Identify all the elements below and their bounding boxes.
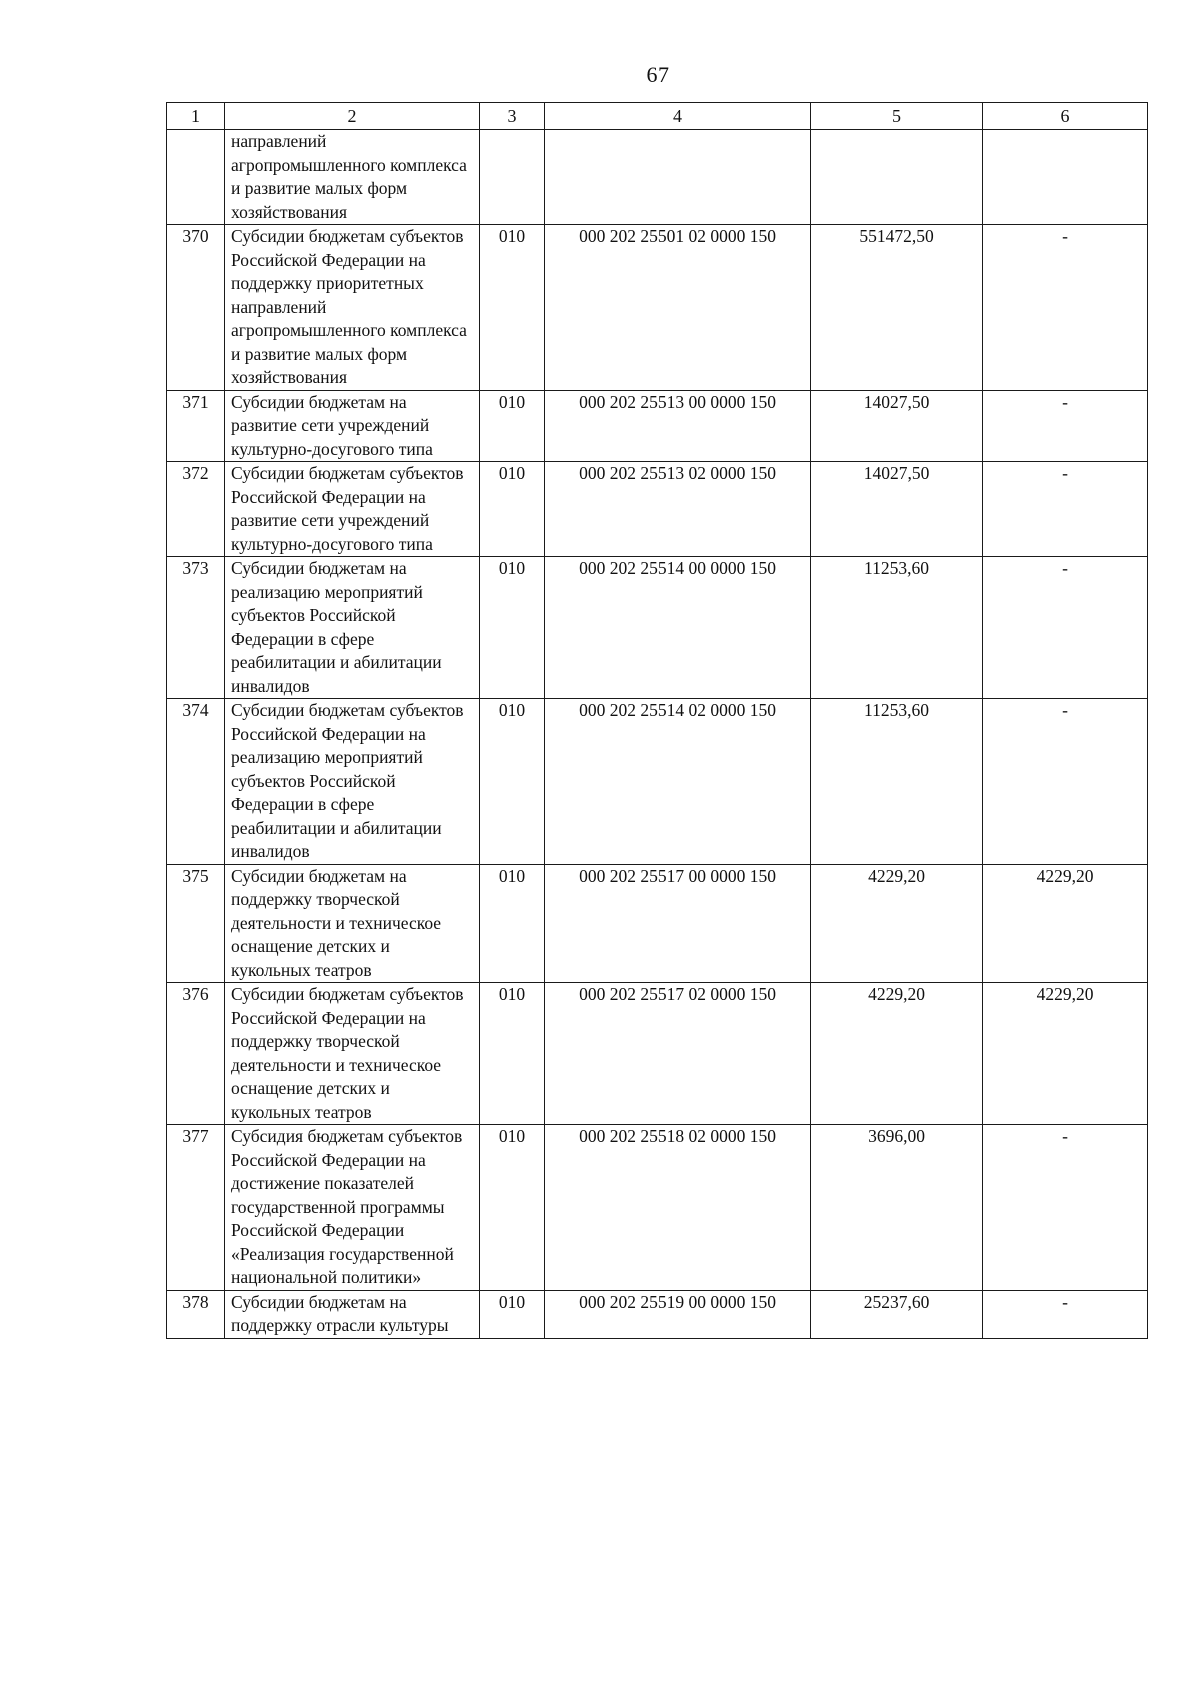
table-row: [167, 1290, 1148, 1338]
row-name-cell: Субсидии бюджетам на развитие сети учреждений культурно-досугового типа: [225, 390, 480, 462]
row-value5-cell: 551472,50: [811, 225, 983, 391]
row-name-cell: Субсидии бюджетам на поддержку творческой деятельности и техническое оснащение детских и кукольных театров: [225, 864, 480, 983]
row-value5-cell: [811, 130, 983, 225]
row-code-cell: 010: [480, 699, 545, 865]
row-value6-cell: -: [983, 390, 1148, 462]
row-value5-cell: 4229,20: [811, 983, 983, 1125]
header-col-3: 3: [480, 103, 545, 130]
row-number-cell: 370: [167, 225, 225, 391]
row-kbk-cell: 000 202 25513 02 0000 150: [545, 462, 811, 557]
table-row: [167, 699, 1148, 865]
table-row: [167, 557, 1148, 699]
row-value6-cell: [983, 130, 1148, 225]
row-name-cell: Субсидии бюджетам на поддержку отрасли культуры: [225, 1290, 480, 1338]
row-value5-cell: 14027,50: [811, 390, 983, 462]
row-name-cell: Субсидия бюджетам субъектов Российской Федерации на достижение показателей государственной программы Российской Федерации «Реализация государственной национальной политики»: [225, 1125, 480, 1291]
table-row: [167, 864, 1148, 983]
page-number: 67: [646, 62, 670, 87]
row-value5-cell: 3696,00: [811, 1125, 983, 1291]
header-col-5: 5: [811, 103, 983, 130]
budget-table: [166, 102, 1148, 1339]
row-name-cell: Субсидии бюджетам на реализацию мероприятий субъектов Российской Федерации в сфере реабилитации и абилитации инвалидов: [225, 557, 480, 699]
row-code-cell: 010: [480, 462, 545, 557]
row-value5-cell: 11253,60: [811, 557, 983, 699]
row-value6-cell: 4229,20: [983, 864, 1148, 983]
header-col-6: 6: [983, 103, 1148, 130]
row-value6-cell: -: [983, 225, 1148, 391]
row-value6-cell: 4229,20: [983, 983, 1148, 1125]
header-col-2: 2: [225, 103, 480, 130]
row-kbk-cell: 000 202 25514 00 0000 150: [545, 557, 811, 699]
row-number-cell: 374: [167, 699, 225, 865]
header-col-1: 1: [167, 103, 225, 130]
table-row: [167, 1125, 1148, 1291]
table-row: [167, 983, 1148, 1125]
row-number-cell: 376: [167, 983, 225, 1125]
row-name-cell: Субсидии бюджетам субъектов Российской Федерации на развитие сети учреждений культурно-досугового типа: [225, 462, 480, 557]
table-row: [167, 462, 1148, 557]
row-code-cell: 010: [480, 983, 545, 1125]
table-row: [167, 225, 1148, 391]
row-code-cell: 010: [480, 864, 545, 983]
row-value6-cell: -: [983, 462, 1148, 557]
row-code-cell: 010: [480, 225, 545, 391]
row-number-cell: 371: [167, 390, 225, 462]
row-value5-cell: 14027,50: [811, 462, 983, 557]
table-header-row: [167, 103, 1148, 130]
row-value5-cell: 4229,20: [811, 864, 983, 983]
row-number-cell: 378: [167, 1290, 225, 1338]
row-name-cell: Субсидии бюджетам субъектов Российской Федерации на поддержку творческой деятельности и техническое оснащение детских и кукольных театров: [225, 983, 480, 1125]
table-row: [167, 130, 1148, 225]
row-kbk-cell: 000 202 25501 02 0000 150: [545, 225, 811, 391]
row-value6-cell: -: [983, 557, 1148, 699]
row-kbk-cell: 000 202 25519 00 0000 150: [545, 1290, 811, 1338]
row-code-cell: 010: [480, 1125, 545, 1291]
row-number-cell: 373: [167, 557, 225, 699]
row-name-cell: Субсидии бюджетам субъектов Российской Федерации на реализацию мероприятий субъектов Российской Федерации в сфере реабилитации и абилитации инвалидов: [225, 699, 480, 865]
row-value5-cell: 11253,60: [811, 699, 983, 865]
row-name-cell: направлений агропромышленного комплекса и развитие малых форм хозяйствования: [225, 130, 480, 225]
row-kbk-cell: 000 202 25514 02 0000 150: [545, 699, 811, 865]
row-value6-cell: -: [983, 1125, 1148, 1291]
row-kbk-cell: 000 202 25517 00 0000 150: [545, 864, 811, 983]
row-code-cell: 010: [480, 557, 545, 699]
table-row: [167, 390, 1148, 462]
row-code-cell: 010: [480, 390, 545, 462]
row-value6-cell: -: [983, 1290, 1148, 1338]
row-code-cell: 010: [480, 1290, 545, 1338]
row-number-cell: [167, 130, 225, 225]
header-col-4: 4: [545, 103, 811, 130]
row-value5-cell: 25237,60: [811, 1290, 983, 1338]
row-kbk-cell: [545, 130, 811, 225]
row-kbk-cell: 000 202 25517 02 0000 150: [545, 983, 811, 1125]
row-value6-cell: -: [983, 699, 1148, 865]
row-number-cell: 372: [167, 462, 225, 557]
row-name-cell: Субсидии бюджетам субъектов Российской Федерации на поддержку приоритетных направлений агропромышленного комплекса и развитие малых форм хозяйствования: [225, 225, 480, 391]
row-number-cell: 375: [167, 864, 225, 983]
row-kbk-cell: 000 202 25513 00 0000 150: [545, 390, 811, 462]
row-kbk-cell: 000 202 25518 02 0000 150: [545, 1125, 811, 1291]
row-number-cell: 377: [167, 1125, 225, 1291]
row-code-cell: [480, 130, 545, 225]
